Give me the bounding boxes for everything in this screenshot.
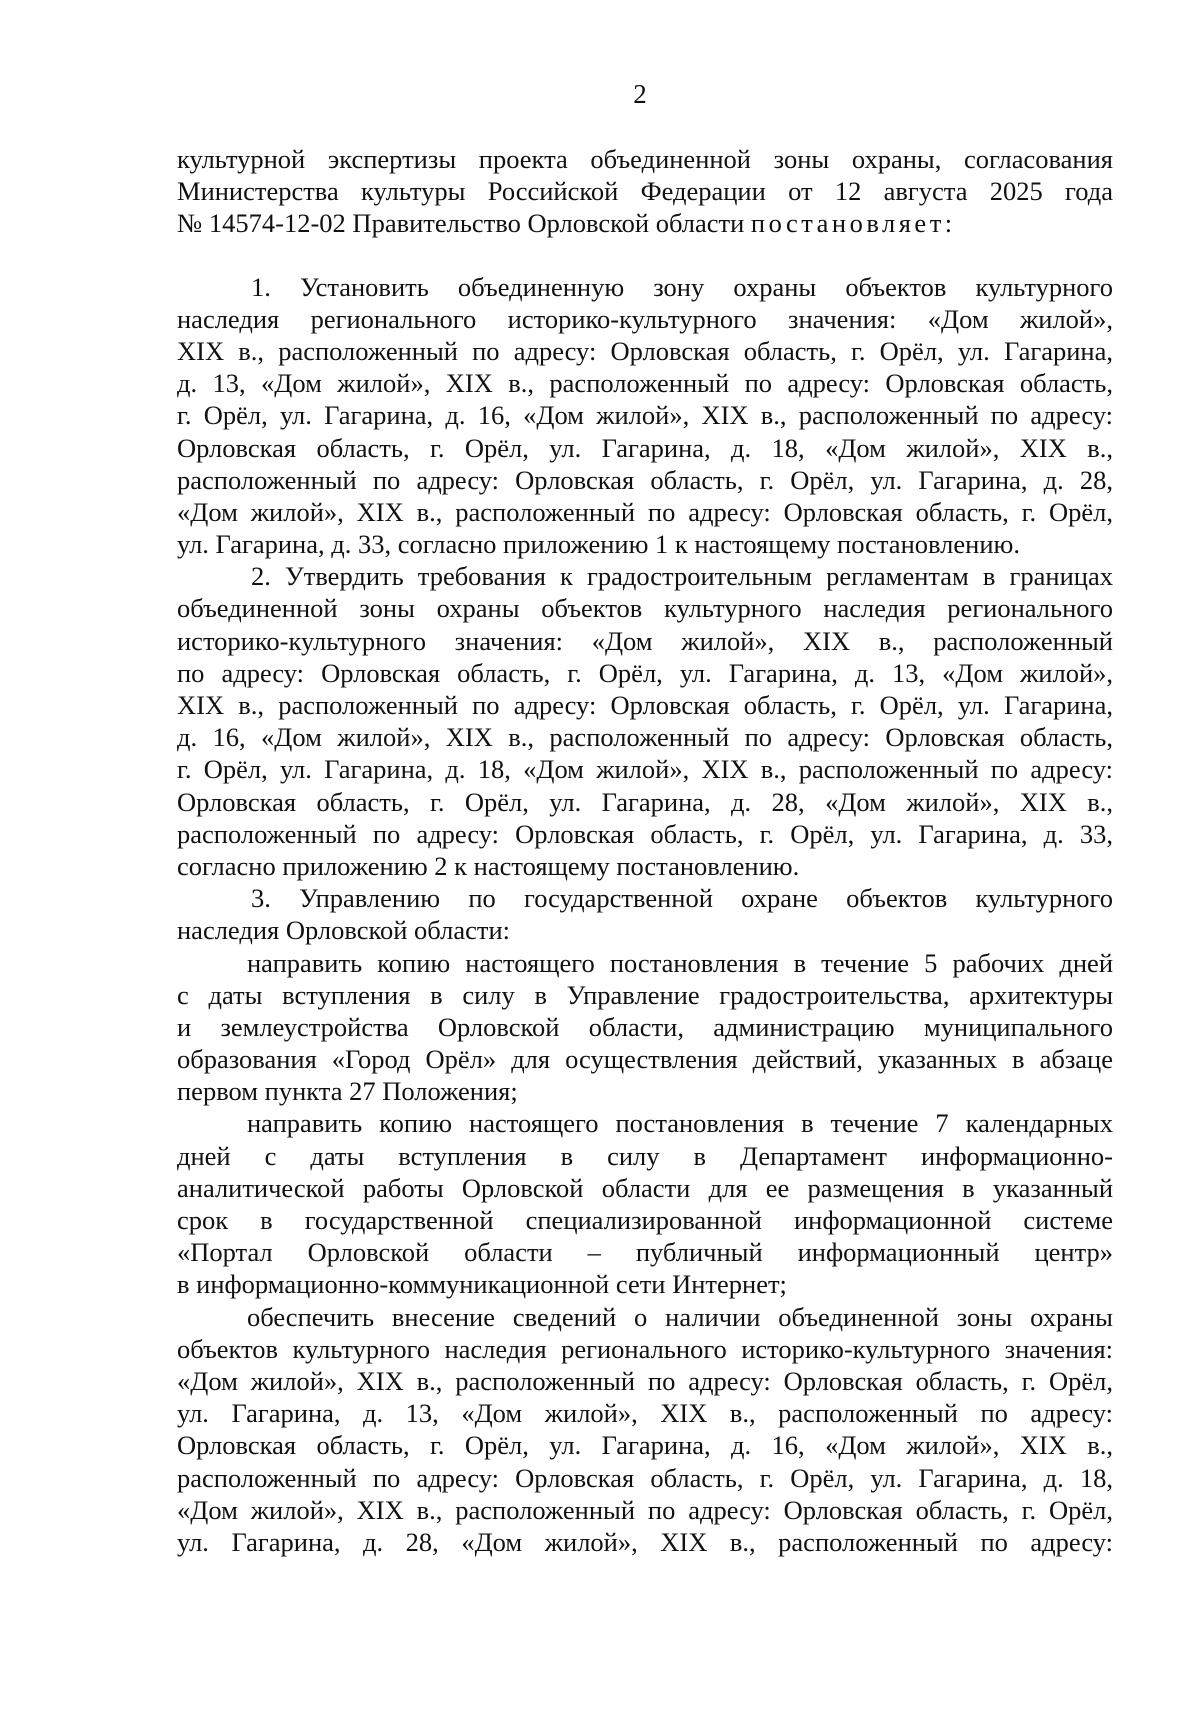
text-line: по адресу: Орловская область, г. Орёл, ул. Гагарина, д. 13, «Дом жилой», bbox=[177, 657, 1113, 688]
text-line: расположенный по адресу: Орловская область, г. Орёл, ул. Гагарина, д. 28, bbox=[177, 464, 1113, 495]
text-line: наследия регионального историко-культурного значения: «Дом жилой», bbox=[177, 303, 1113, 334]
text-line: направить копию настоящего постановления в течение 7 календарных bbox=[247, 1108, 1113, 1139]
text-line: дней с даты вступления в силу в Департамент информационно- bbox=[177, 1140, 1113, 1171]
text-line: историко-культурного значения: «Дом жилой», XIX в., расположенный bbox=[177, 625, 1113, 656]
text-line: Орловская область, г. Орёл, ул. Гагарина, д. 16, «Дом жилой», XIX в., bbox=[177, 1430, 1113, 1461]
text-line: «Дом жилой», XIX в., расположенный по адресу: Орловская область, г. Орёл, bbox=[177, 1494, 1113, 1525]
text-line: направить копию настоящего постановления в течение 5 рабочих дней bbox=[247, 947, 1113, 978]
text-line-start: № 14574-12-02 Правительство Орловской области bbox=[177, 208, 751, 239]
text-line: наследия Орловской области: bbox=[177, 915, 510, 946]
text-line: обеспечить внесение сведений о наличии объединенной зоны охраны bbox=[247, 1301, 1113, 1332]
page-number: 2 bbox=[633, 79, 647, 109]
text-line: в информационно-коммуникационной сети Интернет; bbox=[177, 1269, 787, 1300]
text-line: д. 16, «Дом жилой», XIX в., расположенный по адресу: Орловская область, bbox=[177, 722, 1113, 753]
text-line: с даты вступления в силу в Управление градостроительства, архитектуры bbox=[177, 979, 1113, 1010]
text-line: ул. Гагарина, д. 28, «Дом жилой», XIX в., расположенный по адресу: bbox=[177, 1526, 1113, 1557]
text-line: Министерства культуры Российской Федерации от 12 августа 2025 года bbox=[177, 176, 1113, 207]
text-line: «Портал Орловской области – публичный информационный центр» bbox=[177, 1237, 1113, 1268]
text-line bbox=[177, 207, 1113, 239]
intro-paragraph bbox=[177, 143, 1113, 240]
text-line: 2. Утвердить требования к градостроительным регламентам в границах bbox=[251, 561, 1113, 592]
text-line: г. Орёл, ул. Гагарина, д. 16, «Дом жилой», XIX в., расположенный по адресу: bbox=[177, 400, 1113, 431]
text-line: г. Орёл, ул. Гагарина, д. 18, «Дом жилой», XIX в., расположенный по адресу: bbox=[177, 754, 1113, 785]
text-line: 1. Установить объединенную зону охраны объектов культурного bbox=[251, 271, 1113, 302]
text-line: д. 13, «Дом жилой», XIX в., расположенный по адресу: Орловская область, bbox=[177, 368, 1113, 399]
text-line: расположенный по адресу: Орловская область, г. Орёл, ул. Гагарина, д. 33, bbox=[177, 818, 1113, 849]
item-2-paragraph bbox=[177, 560, 1113, 882]
item-1-paragraph bbox=[177, 271, 1113, 561]
text-line: XIX в., расположенный по адресу: Орловская область, г. Орёл, ул. Гагарина, bbox=[177, 690, 1113, 720]
text-line: согласно приложению 2 к настоящему постановлению. bbox=[177, 850, 800, 881]
text-line: 3. Управлению по государственной охране объектов культурного bbox=[251, 883, 1113, 914]
text-line: аналитической работы Орловской области для ее размещения в указанный bbox=[177, 1172, 1113, 1203]
item-3-subparagraph-b bbox=[177, 1107, 1113, 1300]
document-body bbox=[177, 143, 1113, 1558]
text-line: «Дом жилой», XIX в., расположенный по адресу: Орловская область, г. Орёл, bbox=[177, 496, 1113, 527]
text-line: первом пункта 27 Положения; bbox=[177, 1076, 518, 1107]
text-line: расположенный по адресу: Орловская область, г. Орёл, ул. Гагарина, д. 18, bbox=[177, 1462, 1113, 1493]
text-line: «Дом жилой», XIX в., расположенный по адресу: Орловская область, г. Орёл, bbox=[177, 1365, 1113, 1396]
text-line: Орловская область, г. Орёл, ул. Гагарина, д. 28, «Дом жилой», XIX в., bbox=[177, 786, 1113, 817]
text-line: объединенной зоны охраны объектов культурного наследия регионального bbox=[177, 593, 1113, 624]
text-line: ул. Гагарина, д. 13, «Дом жилой», XIX в., расположенный по адресу: bbox=[177, 1398, 1113, 1429]
text-line: и землеустройства Орловской области, администрацию муниципального bbox=[177, 1011, 1113, 1042]
decree-word: постановляет: bbox=[750, 208, 956, 239]
paragraph-gap bbox=[177, 240, 1113, 271]
text-line: ул. Гагарина, д. 33, согласно приложению 1 к настоящему постановлению. bbox=[177, 529, 1020, 560]
text-line: срок в государственной специализированной информационной системе bbox=[177, 1205, 1113, 1235]
text-line: XIX в., расположенный по адресу: Орловская область, г. Орёл, ул. Гагарина, bbox=[177, 335, 1113, 366]
text-line: объектов культурного наследия регионального историко-культурного значения: bbox=[177, 1333, 1113, 1364]
text-line: Орловская область, г. Орёл, ул. Гагарина, д. 18, «Дом жилой», XIX в., bbox=[177, 432, 1113, 463]
item-3-subparagraph-a bbox=[177, 947, 1113, 1108]
text-line: культурной экспертизы проекта объединенной зоны охраны, согласования bbox=[177, 144, 1113, 174]
item-3-subparagraph-c bbox=[177, 1301, 1113, 1559]
text-line: образования «Город Орёл» для осуществления действий, указанных в абзаце bbox=[177, 1044, 1113, 1075]
item-3-paragraph bbox=[177, 882, 1113, 946]
